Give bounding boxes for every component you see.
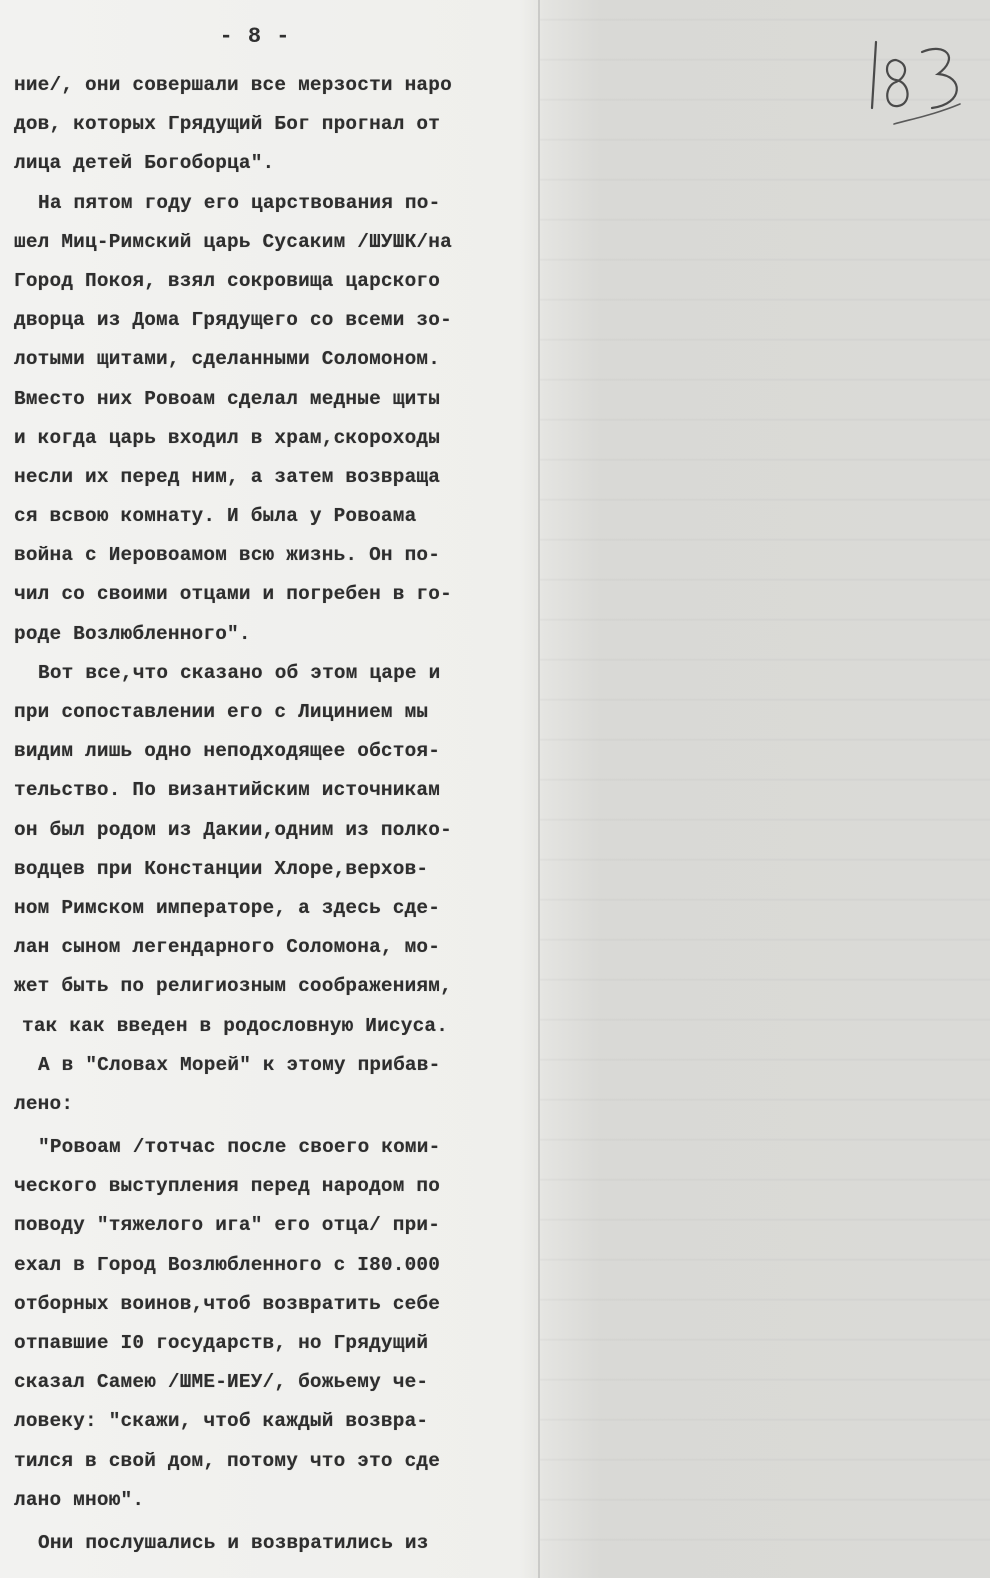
- text-line: лица детей Богоборца".: [14, 152, 275, 175]
- text-line: На пятом году его царствования по-: [38, 191, 441, 214]
- handwritten-number-drawing: [866, 20, 976, 130]
- text-line: Вместо них Ровоам сделал медные щиты: [14, 387, 441, 410]
- text-line: А в "Словах Морей" к этому прибав-: [38, 1053, 441, 1076]
- text-line: ние/, они совершали все мерзости наро: [14, 74, 452, 96]
- text-line: лено:: [14, 1092, 74, 1115]
- typewritten-text-column: [14, 66, 514, 1563]
- text-line: дворца из Дома Грядущего со всеми зо-: [14, 309, 452, 332]
- text-line: водцев при Констанции Хлоре,верхов-: [14, 857, 429, 880]
- text-line: при сопоставлении его с Лицинием мы: [14, 701, 429, 723]
- text-line: отборных воинов,чтоб возвратить себе: [14, 1292, 441, 1315]
- text-line: ехал в Город Возлюбленного с I80.000: [14, 1253, 441, 1276]
- text-line: тельство. По византийским источникам: [14, 779, 441, 802]
- text-line: отпавшие I0 государств, но Грядущий: [14, 1332, 429, 1354]
- text-line: война с Иеровоамом всю жизнь. Он по-: [14, 544, 441, 567]
- text-line: и когда царь входил в храм,скороходы: [14, 426, 441, 449]
- text-line: видим лишь одно неподходящее обстоя-: [14, 740, 441, 763]
- text-line: так как введен в родословную Иисуса.: [22, 1014, 449, 1037]
- text-line: тился в свой дом, потому что это сде: [14, 1449, 441, 1472]
- bleed-through-texture: [540, 0, 990, 1578]
- text-line: несли их перед ним, а затем возвраща: [14, 465, 441, 488]
- text-line: он был родом из Дакии,одним из полко-: [14, 818, 452, 841]
- text-line: жет быть по религиозным соображениям,: [14, 975, 452, 998]
- text-line: чил со своими отцами и погребен в го-: [14, 583, 452, 606]
- text-line: Город Покоя, взял сокровища царского: [14, 269, 441, 292]
- text-line: шел Миц-Римский царь Сусаким /ШУШК/на: [14, 230, 452, 253]
- text-line: "Ровоам /тотчас после своего коми-: [38, 1136, 441, 1159]
- text-line: сказал Самею /ШМЕ-ИЕУ/, божьему че-: [14, 1371, 429, 1394]
- text-line: лотыми щитами, сделанными Соломоном.: [14, 348, 441, 371]
- text-line: лано мною".: [14, 1488, 145, 1511]
- text-line: Они послушались и возвратились из: [38, 1531, 429, 1554]
- page-fold-line: [538, 0, 540, 1578]
- text-line: ном Римском императоре, а здесь сде-: [14, 896, 441, 919]
- text-line: Вот все,что сказано об этом царе и: [38, 661, 441, 684]
- page-number: - 8 -: [219, 24, 291, 49]
- text-line: ся всвою комнату. И была у Ровоама: [14, 505, 417, 528]
- text-line: дов, которых Грядущий Бог прогнал от: [14, 113, 441, 136]
- text-line: поводу "тяжелого ига" его отца/ при-: [14, 1214, 441, 1237]
- text-line: ловеку: "скажи, чтоб каждый возвра-: [14, 1410, 429, 1433]
- text-line: роде Возлюбленного".: [14, 622, 251, 645]
- handwritten-archive-number: [866, 20, 976, 130]
- text-line: лан сыном легендарного Соломона, мо-: [14, 936, 441, 959]
- text-line: ческого выступления перед народом по: [14, 1175, 441, 1198]
